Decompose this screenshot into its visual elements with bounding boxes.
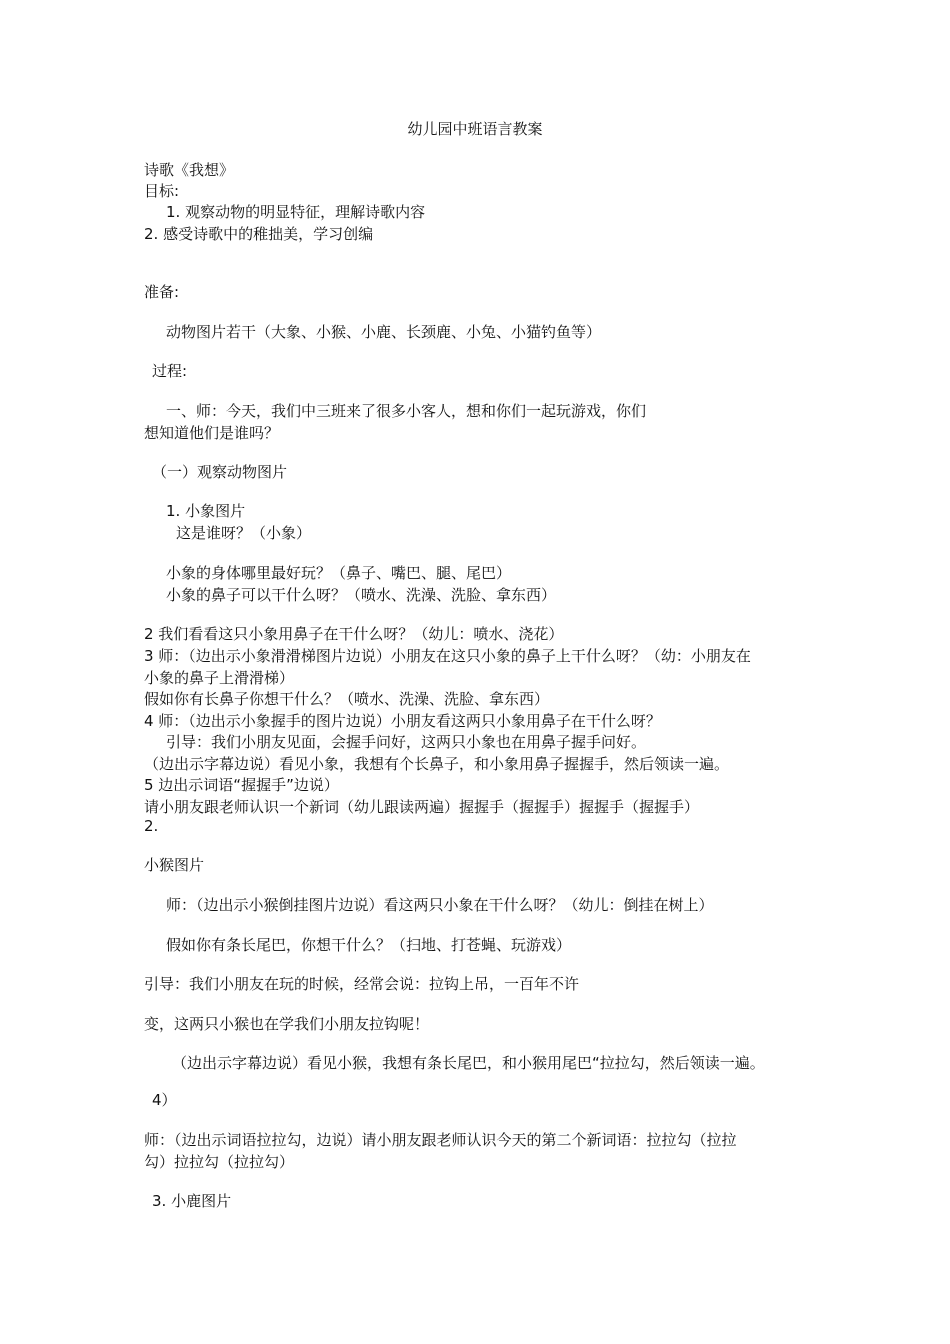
- paragraph-line: 小象的鼻子可以干什么呀？（喷水、洗澡、洗脸、拿东西）: [166, 586, 557, 604]
- paragraph-line: （边出示字幕边说）看见小象，我想有个长鼻子，和小象用鼻子握握手，然后领读一遍。: [144, 755, 730, 773]
- preparation-text: 动物图片若干（大象、小猴、小鹿、长颈鹿、小兔、小猫钓鱼等）: [166, 323, 602, 341]
- preparation-heading: 准备:: [144, 283, 180, 301]
- goal-item-2: 2. 感受诗歌中的稚拙美，学习创编: [144, 225, 374, 243]
- paragraph-line: 假如你有条长尾巴，你想干什么？（扫地、打苍蝇、玩游戏）: [166, 936, 572, 954]
- process-heading: 过程:: [152, 362, 188, 380]
- paragraph-line: 勾）拉拉勾（拉拉勾）: [144, 1153, 295, 1171]
- goals-heading: 目标:: [144, 182, 180, 200]
- paragraph-line: 2 我们看看这只小象用鼻子在干什么呀？（幼儿：喷水、浇花）: [144, 625, 564, 643]
- paragraph-line: 小象的身体哪里最好玩？（鼻子、嘴巴、腿、尾巴）: [166, 564, 512, 582]
- paragraph-line: （边出示字幕边说）看见小猴，我想有条长尾巴，和小猴用尾巴“拉拉勾，然后领读一遍。: [172, 1054, 765, 1072]
- document-title: 幼儿园中班语言教案: [407, 120, 543, 138]
- paragraph-line: 5 边出示词语“握握手”边说）: [144, 776, 339, 794]
- paragraph-line: 一、师：今天，我们中三班来了很多小客人，想和你们一起玩游戏，你们: [166, 402, 647, 420]
- paragraph-line: 请小朋友跟老师认识一个新词（幼儿跟读两遍）握握手（握握手）握握手（握握手）: [144, 798, 700, 816]
- goal-item-1: 1. 观察动物的明显特征，理解诗歌内容: [166, 203, 426, 221]
- list-number: 4）: [152, 1091, 177, 1109]
- paragraph-line: 这是谁呀？（小象）: [176, 524, 312, 542]
- paragraph-line: 引导：我们小朋友在玩的时候，经常会说：拉钩上吊，一百年不许: [144, 975, 580, 993]
- paragraph-line: 变，这两只小猴也在学我们小朋友拉钩呢！: [144, 1015, 430, 1033]
- subsection-heading: 3. 小鹿图片: [152, 1192, 232, 1210]
- paragraph-line: 引导：我们小朋友见面，会握手问好，这两只小象也在用鼻子握手问好。: [166, 733, 647, 751]
- subsection-heading: 小猴图片: [144, 856, 205, 874]
- paragraph-line: 师：（边出示词语拉拉勾，边说）请小朋友跟老师认识今天的第二个新词语：拉拉勾（拉拉: [144, 1131, 737, 1149]
- paragraph-line: 想知道他们是谁吗？: [144, 424, 280, 442]
- poem-title: 诗歌《我想》: [144, 161, 235, 179]
- list-number: 2.: [144, 817, 159, 835]
- paragraph-line: 师：（边出示小猴倒挂图片边说）看这两只小象在干什么呀？（幼儿：倒挂在树上）: [166, 896, 714, 914]
- paragraph-line: 假如你有长鼻子你想干什么？（喷水、洗澡、洗脸、拿东西）: [144, 690, 550, 708]
- subsection-heading: 1. 小象图片: [166, 502, 246, 520]
- section-heading: （一）观察动物图片: [152, 463, 288, 481]
- paragraph-line: 3 师：（边出示小象滑滑梯图片边说）小朋友在这只小象的鼻子上干什么呀？（幼：小朋友在: [144, 647, 751, 665]
- paragraph-line: 4 师：（边出示小象握手的图片边说）小朋友看这两只小象用鼻子在干什么呀？: [144, 712, 661, 730]
- paragraph-line: 小象的鼻子上滑滑梯）: [144, 669, 295, 687]
